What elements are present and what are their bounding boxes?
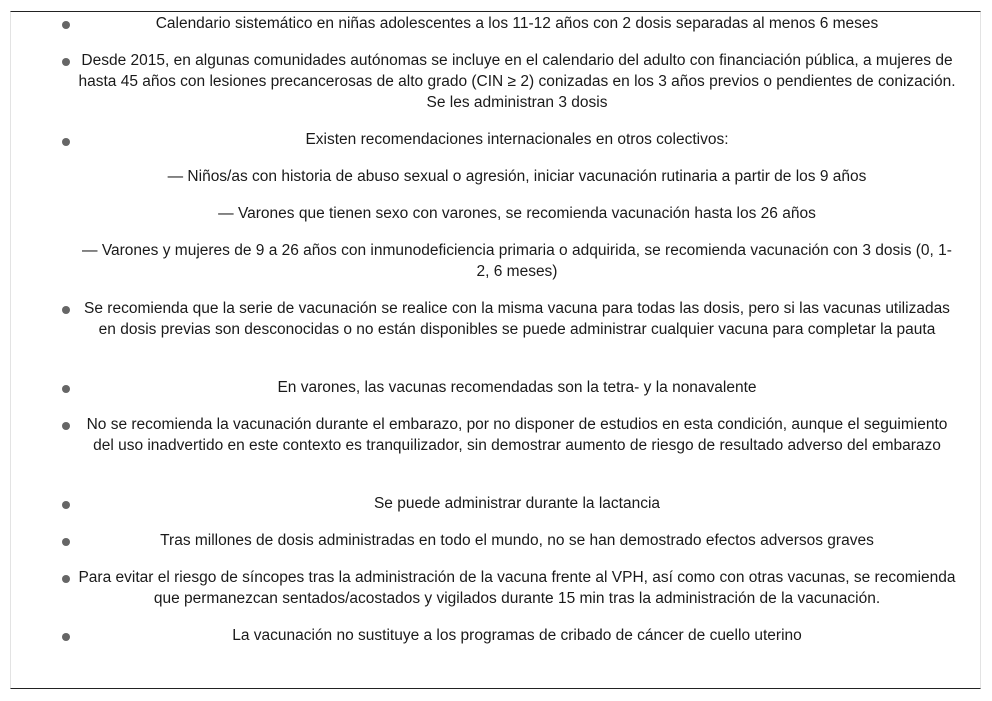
list-item: Se puede administrar durante la lactancia: [373, 495, 661, 512]
bullet-icon: [62, 538, 70, 546]
list-item: Existen recomendaciones internacionales en otros colectivos:: [305, 131, 729, 148]
sub-list-item: — Varones y mujeres de 9 a 26 años con inmunodeficiencia primaria o adquirida, se recomienda vacunación con 3 dosis (0, 1-2, 6 meses): [82, 242, 952, 280]
list-item: En varones, las vacunas recomendadas son la tetra- y la nonavalente: [277, 379, 757, 396]
sub-list-item: — Varones que tienen sexo con varones, se recomienda vacunación hasta los 26 años: [218, 205, 816, 222]
bullet-icon: [62, 306, 70, 314]
bullet-icon: [62, 501, 70, 509]
bullet-icon: [62, 58, 70, 66]
bullet-icon: [62, 385, 70, 393]
list-item: Desde 2015, en algunas comunidades autónomas se incluye en el calendario del adulto con financiación pública, a mujeres de hasta 45 años con lesiones precancerosas de alto grado (CIN ≥ 2) conizadas en los 3 años previos o pendientes de conización. Se les administran 3 dosis: [78, 52, 956, 111]
bullet-icon: [62, 21, 70, 29]
list-item: Se recomienda que la serie de vacunación se realice con la misma vacuna para todas las dosis, pero si las vacunas utilizadas en dosis previas son desconocidas o no están disponibles se puede administrar cualquier vacuna para completar la pauta: [84, 300, 950, 338]
list-item: Para evitar el riesgo de síncopes tras la administración de la vacuna frente al VPH, así como con otras vacunas, se recomienda que permanezcan sentados/acostados y vigilados durante 15 min tras la administración de la vacunación.: [78, 569, 956, 607]
list-item: Calendario sistemático en niñas adolescentes a los 11-12 años con 2 dosis separadas al menos 6 meses: [155, 15, 879, 32]
list-item: La vacunación no sustituye a los programas de cribado de cáncer de cuello uterino: [232, 627, 802, 644]
bullet-icon: [62, 633, 70, 641]
bullet-icon: [62, 422, 70, 430]
list-item: Tras millones de dosis administradas en todo el mundo, no se han demostrado efectos adversos graves: [160, 532, 874, 549]
sub-list-item: — Niños/as con historia de abuso sexual o agresión, iniciar vacunación rutinaria a partir de los 9 años: [167, 168, 867, 185]
list-item: No se recomienda la vacunación durante el embarazo, por no disponer de estudios en esta condición, aunque el seguimiento del uso inadvertido en este contexto es tranquilizador, sin demostrar aumento de riesgo de resultado adverso del embarazo: [86, 416, 948, 454]
bullet-icon: [62, 138, 70, 146]
bullet-icon: [62, 575, 70, 583]
